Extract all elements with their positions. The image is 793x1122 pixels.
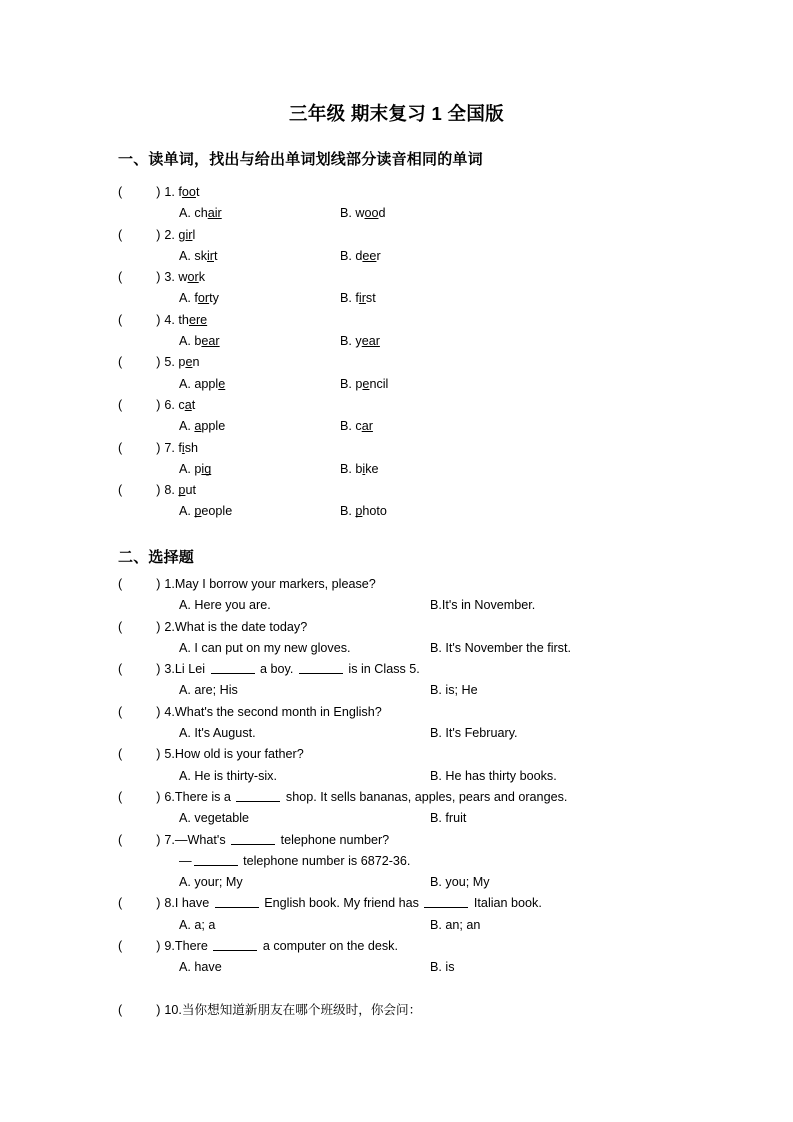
question-number: 7. bbox=[164, 440, 175, 455]
option-b[interactable] bbox=[340, 203, 386, 224]
stem-part-2: telephone number? bbox=[277, 832, 390, 847]
fill-blank[interactable] bbox=[236, 789, 280, 802]
answer-paren-open: ( bbox=[118, 662, 123, 677]
stem-pre: c bbox=[178, 397, 185, 412]
option-a-label: A. bbox=[179, 376, 191, 391]
question-number: 6. bbox=[164, 397, 175, 412]
stem-pre: w bbox=[178, 270, 188, 285]
option-a[interactable] bbox=[118, 246, 218, 267]
answer-paren-close: ) bbox=[156, 577, 161, 591]
list-item bbox=[118, 744, 758, 787]
option-b-label: B. bbox=[340, 504, 352, 519]
option-a-label: A. bbox=[179, 206, 191, 221]
option-b[interactable] bbox=[340, 459, 379, 480]
section-1-question-list bbox=[118, 182, 758, 523]
option-b[interactable]: B.It's in November. bbox=[430, 598, 536, 613]
answer-paren-close: ) bbox=[156, 227, 161, 242]
answer-paren-open: ( bbox=[118, 747, 123, 762]
option-b-post: d bbox=[378, 206, 386, 221]
question-number: 10. bbox=[164, 1002, 182, 1017]
answer-paren-close: ) bbox=[156, 662, 161, 677]
option-a-pre: f bbox=[190, 291, 198, 306]
fill-blank[interactable] bbox=[194, 853, 238, 866]
question-number: 7. bbox=[164, 832, 175, 847]
option-b-pre: p bbox=[351, 376, 363, 391]
question-options bbox=[118, 374, 758, 395]
option-b-underlined: ear bbox=[361, 334, 380, 349]
option-b-label: B. bbox=[340, 461, 352, 476]
option-a-post: eople bbox=[201, 504, 233, 519]
question-stem bbox=[118, 659, 758, 680]
question-stem bbox=[118, 744, 758, 765]
list-item bbox=[118, 574, 758, 617]
stem-pre: g bbox=[178, 227, 186, 242]
question-number: 8. bbox=[164, 483, 175, 498]
stem-post: sh bbox=[184, 440, 199, 455]
option-b-label: B. bbox=[340, 248, 352, 263]
question-number: 2. bbox=[164, 619, 175, 634]
question-options bbox=[118, 595, 758, 616]
stem-underlined: a bbox=[184, 397, 192, 412]
option-b-post: st bbox=[365, 291, 376, 306]
stem-part-1: I have bbox=[174, 896, 213, 911]
question-options bbox=[118, 203, 758, 224]
option-b-label: B. bbox=[340, 206, 352, 221]
option-b-pre: d bbox=[351, 248, 363, 263]
list-item bbox=[118, 480, 758, 523]
stem-part-1: There is a bbox=[174, 789, 235, 804]
question-stem bbox=[118, 893, 758, 914]
answer-paren-close: ) bbox=[156, 1002, 161, 1017]
question-options bbox=[118, 808, 758, 829]
question-options bbox=[118, 416, 758, 437]
option-a[interactable]: A. are; His bbox=[179, 683, 238, 698]
option-b[interactable]: B. It's February. bbox=[430, 726, 518, 741]
option-b-underlined: oo bbox=[364, 206, 379, 221]
cont-part-2: telephone number is 6872-36. bbox=[239, 853, 411, 868]
stem-underlined: i bbox=[181, 440, 185, 455]
option-b-post: hoto bbox=[362, 504, 387, 519]
question-options bbox=[118, 638, 758, 659]
option-a-pre: sk bbox=[190, 248, 207, 263]
option-b[interactable]: B. is; He bbox=[430, 683, 478, 698]
section-heading-2: 二、选择题 bbox=[118, 549, 195, 566]
stem-text: What is the date today? bbox=[174, 619, 308, 634]
option-a[interactable]: A. It's August. bbox=[179, 726, 256, 741]
cont-part-1: — bbox=[179, 853, 192, 868]
option-b[interactable] bbox=[340, 288, 376, 309]
fill-blank[interactable] bbox=[213, 938, 257, 951]
fill-blank[interactable] bbox=[299, 661, 343, 674]
question-stem bbox=[118, 830, 758, 851]
question-options bbox=[118, 680, 758, 701]
stem-part-2: shop. It sells bananas, apples, pears and oranges. bbox=[282, 789, 568, 804]
question-number: 3. bbox=[164, 662, 175, 677]
stem-underlined: ere bbox=[188, 312, 208, 327]
option-b-label: B. bbox=[340, 419, 352, 434]
stem-pre: f bbox=[178, 185, 182, 199]
question-number: 5. bbox=[164, 747, 175, 762]
answer-paren-close: ) bbox=[156, 704, 161, 719]
stem-underlined: ir bbox=[185, 227, 193, 242]
option-b[interactable] bbox=[340, 501, 387, 522]
list-item bbox=[118, 659, 758, 702]
question-stem bbox=[118, 310, 758, 331]
question-stem bbox=[118, 395, 758, 416]
option-a-pre: p bbox=[190, 461, 202, 476]
question-number: 4. bbox=[164, 312, 175, 327]
answer-paren-open: ( bbox=[118, 789, 123, 804]
stem-underlined: or bbox=[187, 270, 199, 285]
stem-underlined: p bbox=[178, 483, 186, 498]
option-a-underlined: a bbox=[194, 419, 202, 434]
answer-paren-close: ) bbox=[156, 440, 161, 455]
stem-post: ut bbox=[185, 483, 196, 498]
list-item bbox=[118, 310, 758, 353]
answer-paren-open: ( bbox=[118, 397, 123, 412]
option-a-label: A. bbox=[179, 461, 191, 476]
stem-post: k bbox=[198, 270, 206, 285]
list-item bbox=[118, 893, 758, 936]
option-a-post: pple bbox=[201, 419, 226, 434]
question-options bbox=[118, 331, 758, 352]
option-a-label: A. bbox=[179, 504, 191, 519]
option-a-underlined: ear bbox=[201, 334, 220, 349]
question-number: 2. bbox=[164, 227, 175, 242]
option-b-pre: y bbox=[351, 334, 362, 349]
answer-paren-open: ( bbox=[118, 619, 123, 634]
question-number: 1. bbox=[164, 577, 175, 591]
option-a[interactable]: A. a; a bbox=[179, 917, 216, 932]
question-number: 4. bbox=[164, 704, 175, 719]
question-stem bbox=[118, 787, 758, 808]
question-stem-continuation bbox=[118, 851, 758, 872]
option-a[interactable] bbox=[118, 203, 222, 224]
answer-paren-open: ( bbox=[118, 939, 123, 954]
stem-text: May I borrow your markers, please? bbox=[174, 577, 376, 591]
question-stem bbox=[118, 1000, 758, 1021]
option-b-underlined: e bbox=[362, 376, 370, 391]
list-item bbox=[118, 617, 758, 660]
stem-part-1: —What's bbox=[174, 832, 230, 847]
option-a-underlined: ig bbox=[201, 461, 212, 476]
question-number: 5. bbox=[164, 355, 175, 370]
option-a[interactable] bbox=[118, 501, 232, 522]
answer-paren-close: ) bbox=[156, 939, 161, 954]
option-a[interactable]: A. your; My bbox=[179, 875, 243, 890]
stem-part-3: Italian book. bbox=[470, 896, 542, 911]
answer-paren-open: ( bbox=[118, 1002, 123, 1017]
option-b[interactable] bbox=[340, 374, 388, 395]
fill-blank[interactable] bbox=[424, 895, 468, 908]
option-b-underlined: ir bbox=[358, 291, 366, 306]
stem-post: t bbox=[191, 397, 196, 412]
stem-part-3: is in Class 5. bbox=[344, 662, 420, 677]
option-b-underlined: i bbox=[362, 461, 366, 476]
stem-post: l bbox=[192, 227, 196, 242]
question-options bbox=[118, 766, 758, 787]
question-options bbox=[118, 246, 758, 267]
question-number: 6. bbox=[164, 789, 175, 804]
answer-paren-close: ) bbox=[156, 270, 161, 285]
list-item bbox=[118, 225, 758, 268]
list-item bbox=[118, 395, 758, 438]
option-b[interactable]: B. is bbox=[430, 960, 455, 975]
answer-paren-close: ) bbox=[156, 312, 161, 327]
option-b[interactable]: B. It's November the first. bbox=[430, 640, 571, 655]
answer-paren-open: ( bbox=[118, 185, 123, 199]
stem-text: 当你想知道新朋友在哪个班级时，你会问： bbox=[181, 1002, 422, 1017]
option-b-pre: w bbox=[351, 206, 365, 221]
answer-paren-open: ( bbox=[118, 270, 123, 285]
list-item bbox=[118, 267, 758, 310]
question-stem bbox=[118, 480, 758, 501]
question-stem bbox=[118, 225, 758, 246]
stem-part-2: a boy. bbox=[256, 662, 297, 677]
stem-underlined: e bbox=[185, 355, 193, 370]
option-b-post: ke bbox=[365, 461, 379, 476]
option-a-underlined: ir bbox=[207, 248, 214, 263]
stem-text: What's the second month in English? bbox=[174, 704, 382, 719]
option-a-label: A. bbox=[179, 248, 191, 263]
question-number: 8. bbox=[164, 896, 175, 911]
option-a-underlined: p bbox=[194, 504, 202, 519]
answer-paren-open: ( bbox=[118, 440, 123, 455]
stem-pre: f bbox=[178, 440, 182, 455]
list-item bbox=[118, 438, 758, 481]
fill-blank[interactable] bbox=[211, 661, 255, 674]
answer-paren-open: ( bbox=[118, 896, 123, 911]
question-stem bbox=[118, 936, 758, 957]
option-b[interactable]: B. you; My bbox=[430, 875, 490, 890]
option-b-pre: c bbox=[351, 419, 362, 434]
option-a-label: A. bbox=[179, 419, 191, 434]
stem-part-1: Li Lei bbox=[174, 662, 209, 677]
answer-paren-open: ( bbox=[118, 227, 123, 242]
answer-paren-close: ) bbox=[156, 789, 161, 804]
option-a[interactable]: A. have bbox=[179, 960, 222, 975]
option-a-underlined: or bbox=[197, 291, 210, 306]
stem-underlined: oo bbox=[181, 185, 196, 199]
option-a[interactable]: A. I can put on my new gloves. bbox=[179, 640, 351, 655]
option-b-underlined: p bbox=[355, 504, 363, 519]
question-options bbox=[118, 723, 758, 744]
question-stem bbox=[118, 352, 758, 373]
question-options bbox=[118, 459, 758, 480]
stem-post: t bbox=[195, 185, 200, 199]
list-item bbox=[118, 702, 758, 745]
answer-paren-close: ) bbox=[156, 483, 161, 498]
option-b[interactable] bbox=[340, 331, 380, 352]
question-options bbox=[118, 872, 758, 893]
option-a-pre: ch bbox=[190, 206, 208, 221]
list-item bbox=[118, 182, 758, 225]
list-item bbox=[118, 1000, 758, 1021]
answer-paren-close: ) bbox=[156, 832, 161, 847]
option-a-post: ty bbox=[209, 291, 219, 306]
list-item bbox=[118, 936, 758, 979]
stem-post: n bbox=[192, 355, 200, 370]
option-a[interactable]: A. Here you are. bbox=[179, 598, 271, 613]
answer-paren-close: ) bbox=[156, 397, 161, 412]
option-b[interactable] bbox=[340, 416, 373, 437]
question-number: 9. bbox=[164, 939, 175, 954]
answer-paren-open: ( bbox=[118, 832, 123, 847]
stem-part-2: a computer on the desk. bbox=[259, 939, 398, 954]
answer-paren-open: ( bbox=[118, 312, 123, 327]
option-b[interactable]: B. an; an bbox=[430, 917, 481, 932]
option-a-pre: b bbox=[190, 334, 202, 349]
option-a-post: t bbox=[214, 248, 218, 263]
stem-pre: th bbox=[178, 312, 189, 327]
option-a[interactable] bbox=[118, 459, 211, 480]
answer-paren-open: ( bbox=[118, 483, 123, 498]
spacer bbox=[118, 979, 758, 1000]
section-2-question-list bbox=[118, 574, 758, 1021]
option-a-pre: appl bbox=[190, 376, 219, 391]
answer-paren-open: ( bbox=[118, 704, 123, 719]
fill-blank[interactable] bbox=[231, 832, 275, 845]
question-stem bbox=[118, 702, 758, 723]
answer-paren-open: ( bbox=[118, 355, 123, 370]
stem-pre: p bbox=[178, 355, 186, 370]
stem-part-2: English book. My friend has bbox=[260, 896, 423, 911]
option-a[interactable] bbox=[118, 288, 219, 309]
option-b-pre: f bbox=[351, 291, 359, 306]
question-stem bbox=[118, 617, 758, 638]
option-a-label: A. bbox=[179, 291, 191, 306]
question-stem bbox=[118, 182, 758, 203]
answer-paren-open: ( bbox=[118, 577, 123, 591]
option-b[interactable]: B. He has thirty books. bbox=[430, 768, 557, 783]
option-b-underlined: ee bbox=[362, 248, 377, 263]
option-b-post: ncil bbox=[369, 376, 389, 391]
question-stem bbox=[118, 267, 758, 288]
list-item bbox=[118, 352, 758, 395]
list-item bbox=[118, 830, 758, 894]
list-item bbox=[118, 787, 758, 830]
option-b-underlined: ar bbox=[361, 419, 373, 434]
answer-paren-close: ) bbox=[156, 619, 161, 634]
option-a-underlined: air bbox=[207, 206, 222, 221]
question-options bbox=[118, 501, 758, 522]
option-a-label: A. bbox=[179, 334, 191, 349]
fill-blank[interactable] bbox=[215, 895, 259, 908]
option-b-label: B. bbox=[340, 376, 352, 391]
option-a[interactable]: A. He is thirty-six. bbox=[179, 768, 277, 783]
option-b-post: r bbox=[376, 248, 381, 263]
option-b-label: B. bbox=[340, 334, 352, 349]
option-a[interactable] bbox=[118, 416, 225, 437]
option-a[interactable] bbox=[118, 374, 225, 395]
stem-part-1: There bbox=[174, 939, 212, 954]
option-a[interactable] bbox=[118, 331, 220, 352]
option-a-underlined: e bbox=[218, 376, 226, 391]
answer-paren-close: ) bbox=[156, 355, 161, 370]
answer-paren-close: ) bbox=[156, 747, 161, 762]
question-number: 3. bbox=[164, 270, 175, 285]
option-b-label: B. bbox=[340, 291, 352, 306]
question-options bbox=[118, 957, 758, 978]
stem-text: How old is your father? bbox=[174, 747, 304, 762]
option-b[interactable]: B. fruit bbox=[430, 811, 467, 826]
option-a[interactable]: A. vegetable bbox=[179, 811, 250, 826]
page-title: 三年级 期末复习 1 全国版 bbox=[289, 103, 504, 124]
question-stem bbox=[118, 574, 758, 595]
option-b[interactable] bbox=[340, 246, 381, 267]
answer-paren-close: ) bbox=[156, 896, 161, 911]
question-stem bbox=[118, 438, 758, 459]
question-options bbox=[118, 915, 758, 936]
section-heading-1: 一、读单词，找出与给出单词划线部分读音相同的单词 bbox=[118, 151, 483, 168]
question-number: 1. bbox=[164, 185, 175, 199]
question-options bbox=[118, 288, 758, 309]
answer-paren-close: ) bbox=[156, 185, 161, 199]
option-b-pre: b bbox=[351, 461, 363, 476]
